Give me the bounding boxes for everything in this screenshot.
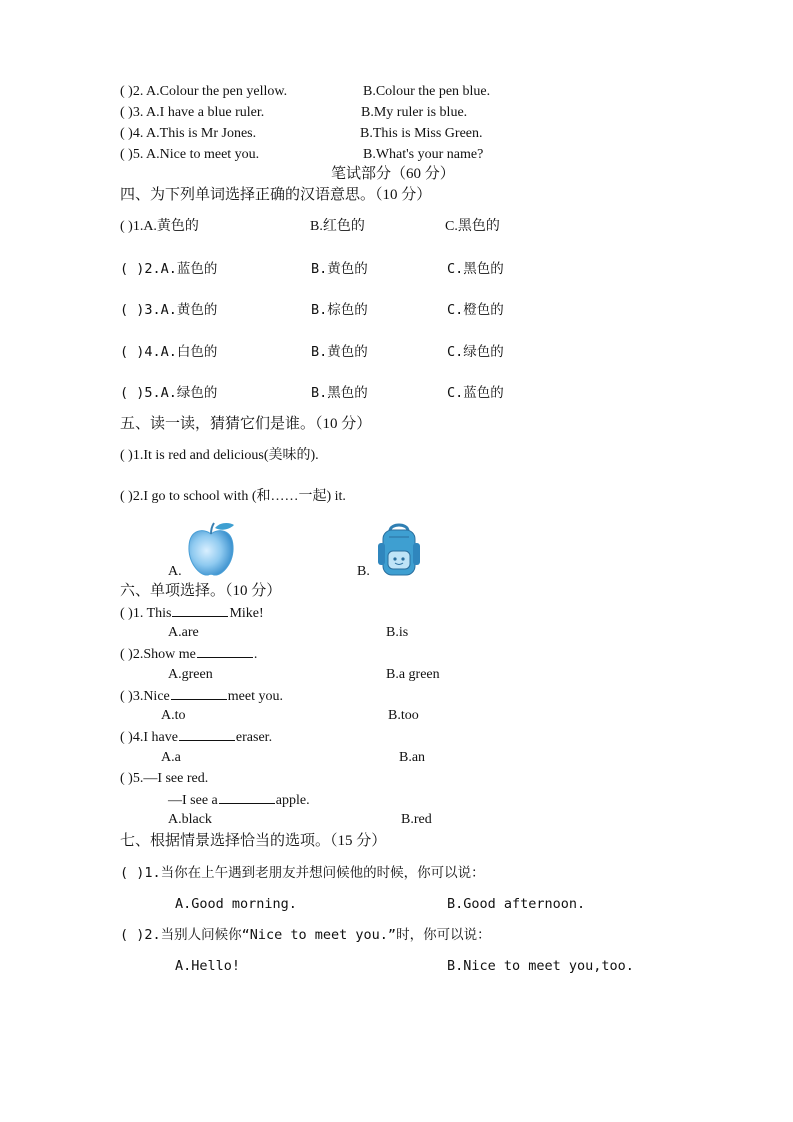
listening-q5-a: ( )5. A.Nice to meet you.	[120, 147, 260, 162]
backpack-icon	[376, 521, 422, 577]
s4-q1-c: C.黑色的	[445, 219, 500, 234]
s6-q5-blank[interactable]	[219, 791, 275, 804]
s6-q1-b: B.is	[386, 625, 409, 640]
s6-q5-text: —I see a	[168, 793, 218, 808]
s4-q1: ( )1.A.黄色的	[120, 219, 199, 234]
s7-q2-b: B.Nice to meet you,too.	[447, 958, 634, 974]
s4-q2-c: C.黑色的	[447, 261, 504, 277]
s6-q4-tail: eraser.	[235, 730, 273, 745]
s6-q1-text: ( )1. This	[120, 606, 172, 621]
listening-q3-a: ( )3. A.I have a blue ruler.	[120, 105, 265, 120]
s4-q3-b: B.棕色的	[311, 302, 368, 318]
s5-option-b-label: B.	[357, 564, 370, 579]
s6-q5-a: A.black	[168, 812, 212, 827]
s6-q4-a: A.a	[161, 750, 181, 765]
s4-q5-c: C.蓝色的	[447, 385, 504, 401]
s6-q3	[120, 687, 283, 706]
s7-q1: ( )1.当你在上午遇到老朋友并想问候他的时候，你可以说：	[120, 865, 485, 881]
s5-q2: ( )2.I go to school with (和……一起) it.	[120, 489, 346, 504]
s4-q3-c: C.橙色的	[447, 302, 504, 318]
section4-title: 四、为下列单词选择正确的汉语意思。（10 分）	[120, 187, 432, 203]
section7-title: 七、根据情景选择恰当的选项。（15 分）	[120, 833, 387, 849]
s6-q1	[120, 604, 264, 623]
s6-q1-tail: Mike!	[229, 606, 264, 621]
s6-q3-b: B.too	[388, 708, 419, 723]
s4-q4-c: C.绿色的	[447, 344, 504, 360]
s6-q3-blank[interactable]	[171, 687, 227, 700]
s6-q2-a: A.green	[168, 667, 213, 682]
s6-q2-text: ( )2.Show me	[120, 647, 196, 662]
s6-q2-tail: .	[253, 647, 258, 662]
s7-q2-a: A.Hello!	[175, 958, 241, 974]
s6-q4-text: ( )4.I have	[120, 730, 178, 745]
s6-q4-blank[interactable]	[179, 728, 235, 741]
listening-q4-a: ( )4. A.This is Mr Jones.	[120, 126, 257, 141]
s6-q2-b: B.a green	[386, 667, 440, 682]
s6-q5-tail: apple.	[275, 793, 310, 808]
s4-q3: ( )3.A.黄色的	[120, 302, 218, 318]
s7-q2: ( )2.当别人问候你“Nice to meet you.”时，你可以说：	[120, 927, 491, 943]
s6-q5: ( )5.—I see red.	[120, 771, 209, 786]
s6-q1-blank[interactable]	[172, 604, 228, 617]
written-part-title: 笔试部分（60 分）	[331, 166, 455, 182]
s6-q4	[120, 728, 272, 747]
s6-q1-a: A.are	[168, 625, 199, 640]
section5-title: 五、读一读，猜猜它们是谁。（10 分）	[120, 416, 372, 432]
listening-q2-b: B.Colour the pen blue.	[363, 84, 491, 99]
listening-q4-b: B.This is Miss Green.	[360, 126, 483, 141]
s6-q5-b: B.red	[401, 812, 432, 827]
s4-q2-b: B.黄色的	[311, 261, 368, 277]
s5-q1: ( )1.It is red and delicious(美味的).	[120, 448, 319, 463]
s6-q5-line2	[168, 791, 310, 810]
s6-q4-b: B.an	[399, 750, 426, 765]
s4-q5: ( )5.A.绿色的	[120, 385, 218, 401]
s4-q4: ( )4.A.白色的	[120, 344, 218, 360]
s7-q1-a: A.Good morning.	[175, 896, 297, 912]
s4-q1-b: B.红色的	[310, 219, 365, 234]
s6-q2	[120, 645, 257, 664]
s6-q3-tail: meet you.	[227, 689, 283, 704]
section6-title: 六、单项选择。（10 分）	[120, 583, 282, 599]
apple-icon	[184, 520, 238, 578]
listening-q2-a: ( )2. A.Colour the pen yellow.	[120, 84, 288, 99]
s7-q1-b: B.Good afternoon.	[447, 896, 586, 912]
listening-q3-b: B.My ruler is blue.	[361, 105, 468, 120]
listening-q5-b: B.What's your name?	[363, 147, 484, 162]
s6-q3-a: A.to	[161, 708, 186, 723]
s5-option-a-label: A.	[168, 564, 182, 579]
s6-q3-text: ( )3.Nice	[120, 689, 170, 704]
s4-q5-b: B.黑色的	[311, 385, 368, 401]
s4-q4-b: B.黄色的	[311, 344, 368, 360]
s4-q2: ( )2.A.蓝色的	[120, 261, 218, 277]
s6-q2-blank[interactable]	[197, 645, 253, 658]
